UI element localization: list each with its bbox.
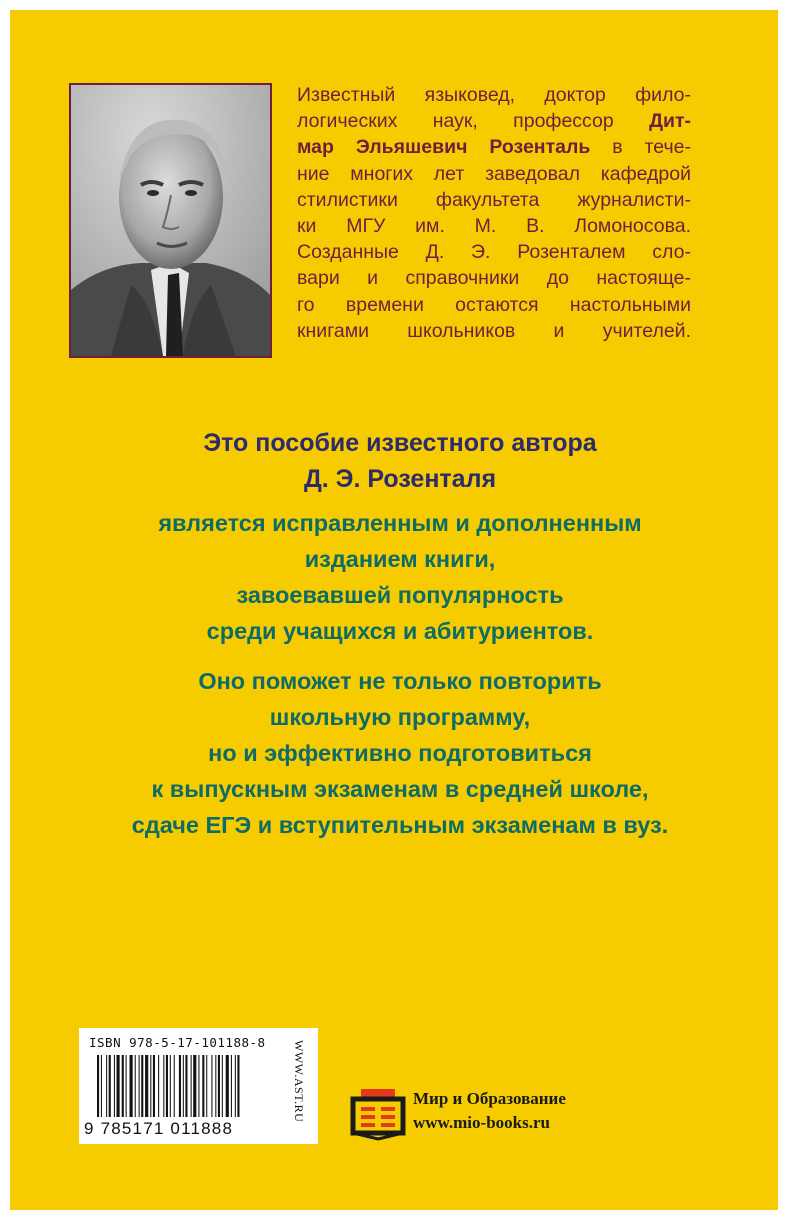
barcode-digits: 9 785171 011888 — [84, 1119, 234, 1138]
blurb-line: является исправленным и дополненным — [158, 510, 642, 536]
barcode-bar — [179, 1055, 181, 1117]
barcode-bar — [126, 1055, 127, 1117]
barcode-bar — [237, 1055, 239, 1117]
bio-line — [297, 318, 691, 344]
bio-line — [297, 239, 691, 265]
blurb-line: изданием книги, — [304, 546, 496, 572]
isbn-number: ISBN 978-5-17-101188-8 — [89, 1035, 266, 1050]
bio-line — [297, 108, 691, 134]
barcode-bar — [106, 1055, 107, 1117]
blurb-paragraph-1 — [50, 505, 750, 649]
barcode-bar — [206, 1055, 207, 1117]
bio-text: Известный языковед, доктор фило- — [297, 84, 691, 106]
barcode-bar — [163, 1055, 164, 1117]
author-portrait-photo — [69, 83, 272, 358]
author-name-text: мар Эльяшевич Розенталь — [297, 136, 591, 159]
bio-line — [297, 265, 691, 291]
blurb-line: завоевавшей популярность — [236, 582, 564, 608]
bio-text: Созданные Д. Э. Розенталем сло- — [297, 241, 691, 264]
barcode-bar — [215, 1055, 216, 1117]
barcode-bar — [211, 1055, 212, 1117]
barcode-bar — [185, 1055, 187, 1117]
bio-text: го времени остаются настольными — [297, 293, 691, 316]
publisher-site: WWW.AST.RU — [292, 1040, 306, 1123]
barcode-bar — [101, 1055, 102, 1117]
barcode-bar — [135, 1055, 136, 1117]
bio-text: стилистики факультета журналисти- — [297, 188, 691, 211]
barcode-bar — [183, 1055, 184, 1117]
blurb-paragraph-2 — [50, 663, 750, 843]
barcode-bar — [218, 1055, 220, 1117]
barcode-bar — [114, 1055, 115, 1117]
book-back-cover — [10, 10, 778, 1210]
barcode-bar — [141, 1055, 143, 1117]
barcode-bar — [158, 1055, 159, 1117]
author-name-text: Дит- — [649, 110, 691, 133]
barcode-bar — [139, 1055, 140, 1117]
blurb-line: к выпускным экзаменам в средней школе, — [151, 776, 649, 802]
barcode-bar — [174, 1055, 175, 1117]
blurb-heading-line: Д. Э. Розенталя — [303, 465, 497, 493]
bio-text: книгами школьников и учителей. — [297, 319, 691, 342]
barcode-bar — [226, 1055, 229, 1117]
barcode-bar — [122, 1055, 124, 1117]
bio-text: ки МГУ им. М. В. Ломоносова. — [297, 215, 691, 238]
bio-text: вари и справочники до настояще- — [297, 267, 691, 290]
author-biography — [297, 82, 691, 344]
barcode-bar — [153, 1055, 155, 1117]
isbn-barcode — [79, 1028, 318, 1144]
barcode-bar — [222, 1055, 223, 1117]
publisher-name: Мир и Образование — [413, 1089, 566, 1108]
blurb-heading — [50, 425, 750, 497]
book-logo-icon — [347, 1085, 409, 1141]
bio-text: в тече- — [590, 136, 691, 159]
barcode-bar — [117, 1055, 120, 1117]
barcode-bar — [150, 1055, 151, 1117]
bio-text: логических наук, профессор — [297, 110, 650, 133]
bio-line — [297, 213, 691, 239]
blurb-heading-line: Это пособие известного автора — [203, 429, 597, 457]
barcode-bar — [198, 1055, 199, 1117]
blurb-line: школьную программу, — [269, 704, 531, 730]
barcode-bar — [166, 1055, 168, 1117]
barcode-bar — [97, 1055, 99, 1117]
bio-line — [297, 161, 691, 187]
barcode-bar — [231, 1055, 232, 1117]
barcode-bars — [97, 1055, 283, 1117]
blurb-line: среди учащихся и абитуриентов. — [206, 618, 594, 644]
bio-line — [297, 82, 691, 108]
barcode-bar — [130, 1055, 133, 1117]
barcode-bar — [202, 1055, 204, 1117]
barcode-bar — [191, 1055, 192, 1117]
barcode-bar — [170, 1055, 171, 1117]
blurb-line: но и эффективно подготовиться — [208, 740, 592, 766]
blurb-line: Оно поможет не только повторить — [198, 668, 602, 694]
barcode-bar — [145, 1055, 148, 1117]
barcode-bar — [109, 1055, 111, 1117]
bio-line — [297, 292, 691, 318]
barcode-bar — [193, 1055, 196, 1117]
bio-text: ние многих лет заведовал кафедрой — [297, 162, 691, 185]
bio-line — [297, 187, 691, 213]
blurb-line: сдаче ЕГЭ и вступительным экзаменам в вуз. — [131, 812, 669, 838]
publisher-url[interactable]: www.mio-books.ru — [413, 1113, 550, 1132]
barcode-bar — [235, 1055, 236, 1117]
bio-line — [297, 134, 691, 160]
